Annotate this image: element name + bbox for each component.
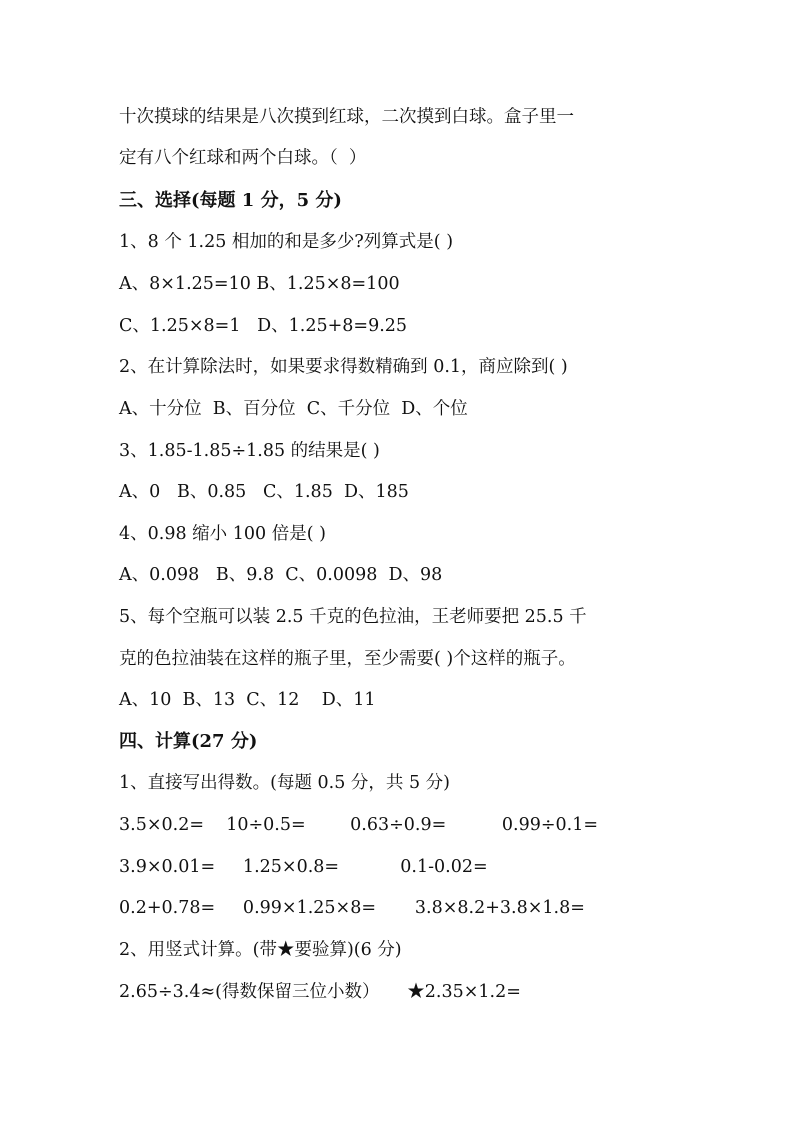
question-3-options: A、0 B、0.85 C、1.85 D、185 <box>119 482 409 502</box>
calc-row-3: 0.2+0.78= 0.99×1.25×8= 3.8×8.2+3.8×1.8= <box>119 898 585 918</box>
question-2: 2、在计算除法时，如果要求得数精确到 0.1，商应除到( ) <box>119 357 568 377</box>
question-5: 5、每个空瓶可以装 2.5 千克的色拉油，王老师要把 25.5 千 <box>119 607 587 627</box>
question-1: 1、8 个 1.25 相加的和是多少?列算式是( ) <box>119 232 454 252</box>
calc-row-2: 3.9×0.01= 1.25×0.8= 0.1-0.02= <box>119 857 488 877</box>
question-4: 4、0.98 缩小 100 倍是( ) <box>119 524 326 544</box>
text-line: 定有八个红球和两个白球。（ ） <box>119 148 367 168</box>
section-heading-choice: 三、选择(每题 1 分，5 分) <box>119 190 342 211</box>
calc-row-4: 2.65÷3.4≈(得数保留三位小数） ★2.35×1.2= <box>119 982 521 1002</box>
question-1-options-cd: C、1.25×8=1 D、1.25+8=9.25 <box>119 316 408 336</box>
section-heading-calculation: 四、计算(27 分) <box>119 731 258 752</box>
calc-part-1: 1、直接写出得数。(每题 0.5 分，共 5 分) <box>119 773 451 793</box>
question-5-options: A、10 B、13 C、12 D、11 <box>119 690 376 710</box>
calc-part-2: 2、用竖式计算。(带★要验算)(6 分) <box>119 940 402 960</box>
question-4-options: A、0.098 B、9.8 C、0.0098 D、98 <box>119 565 443 585</box>
question-1-options-ab: A、8×1.25=10 B、1.25×8=100 <box>119 274 400 294</box>
question-2-options: A、十分位 B、百分位 C、千分位 D、个位 <box>119 399 468 419</box>
question-3: 3、1.85-1.85÷1.85 的结果是( ) <box>119 441 380 461</box>
calc-row-1: 3.5×0.2= 10÷0.5= 0.63÷0.9= 0.99÷0.1= <box>119 815 599 835</box>
question-5-continued: 克的色拉油装在这样的瓶子里，至少需要( )个这样的瓶子。 <box>119 649 576 669</box>
text-line: 十次摸球的结果是八次摸到红球，二次摸到白球。盒子里一 <box>119 107 574 127</box>
